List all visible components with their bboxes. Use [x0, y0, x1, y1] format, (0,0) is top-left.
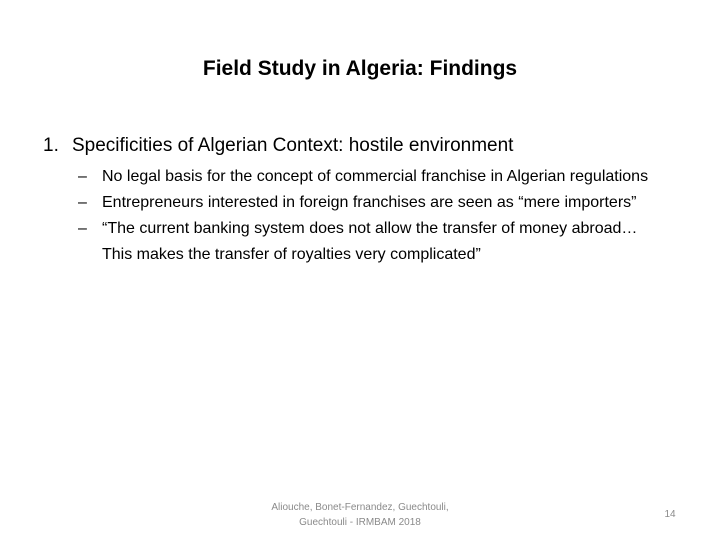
point-text: Specificities of Algerian Context: hostile environment [72, 135, 514, 156]
footer-line: Aliouche, Bonet-Fernandez, Guechtouli, [271, 502, 449, 513]
page-number: 14 [664, 509, 676, 520]
bullet-item [78, 164, 658, 190]
bullet-list [78, 164, 658, 268]
dash-marker: – [78, 194, 87, 211]
slide-title: Field Study in Algeria: Findings [202, 57, 518, 80]
bullet-text: No legal basis for the concept of commercial franchise in Algerian regulations [102, 168, 649, 185]
numbered-point [43, 133, 683, 159]
bullet-item [78, 216, 658, 268]
point-number: 1. [43, 135, 59, 156]
dash-marker: – [78, 220, 87, 237]
bullet-text: “The current banking system does not allow the transfer of money abroad… This makes the transfer of royalties very complicated” [102, 220, 638, 263]
bullet-text: Entrepreneurs interested in foreign franchises are seen as “mere importers” [102, 194, 637, 211]
bullet-item [78, 190, 658, 216]
footer-line: Guechtouli - IRMBAM 2018 [299, 517, 421, 528]
slide-footer [240, 500, 480, 530]
dash-marker: – [78, 168, 87, 185]
